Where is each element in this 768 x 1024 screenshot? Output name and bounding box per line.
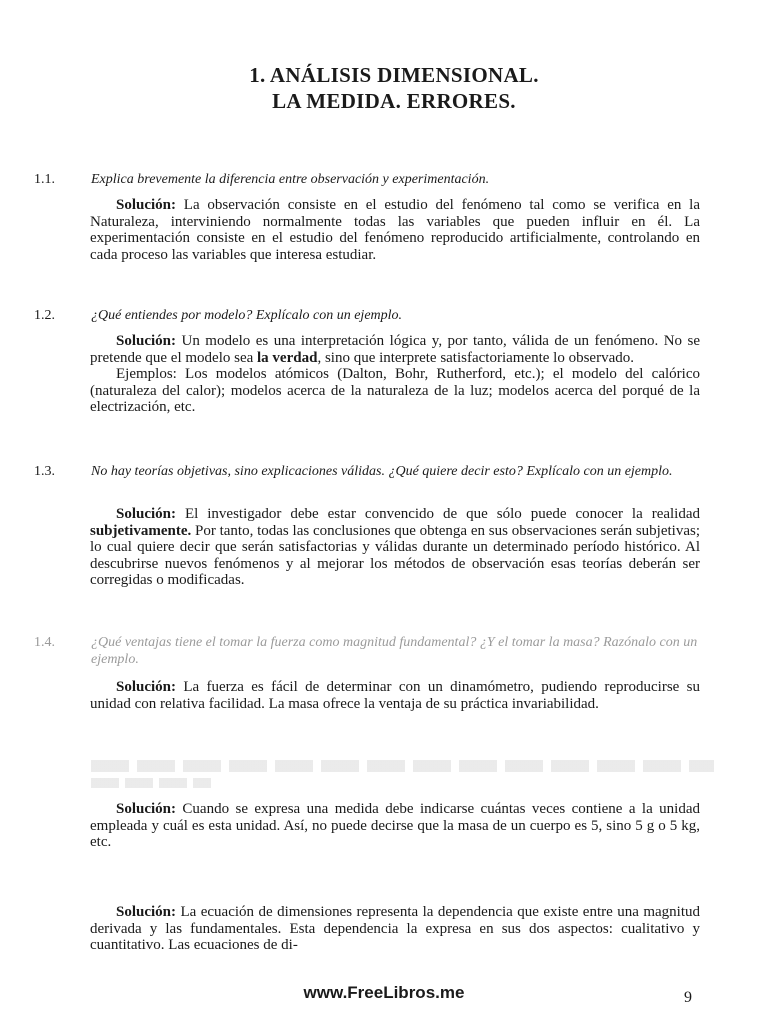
solution-label: Solución: xyxy=(116,506,177,522)
question-text: ¿Qué entiendes por modelo? Explícalo con un ejemplo. xyxy=(91,308,403,323)
page-number: 9 xyxy=(684,989,692,1006)
answer-emphasis: la verdad xyxy=(257,349,318,366)
answer-1-3 xyxy=(90,506,700,589)
answer-text: La observación consiste en el estudio del fenómeno tal como se verifica en la Naturaleza, interviniendo normalmente todas las variables que pueden influir en él. La experimentación consiste en el estudio del fenómeno reproducido artificialmente, controlando en cada proceso las variables que interesa estudiar. xyxy=(90,197,700,263)
solution-label: Solución: xyxy=(116,679,177,695)
answer-text: La fuerza es fácil de determinar con un dinamómetro, pudiendo reproducirse su unidad con relativa facilidad. La masa ofrece la ventaja de su práctica invariabilidad. xyxy=(90,679,700,712)
answer-1-1 xyxy=(90,197,700,263)
question-number: 1.3. xyxy=(34,464,55,479)
question-1-4 xyxy=(34,634,714,668)
question-text: ¿Qué ventajas tiene el tomar la fuerza como magnitud fundamental? ¿Y el tomar la masa? Razónalo con un ejemplo. xyxy=(91,635,698,667)
solution-label: Solución: xyxy=(116,197,177,213)
answer-text: El investigador debe estar convencido de que sólo puede conocer la realidad xyxy=(176,506,700,522)
question-text: Explica brevemente la diferencia entre observación y experimentación. xyxy=(91,172,490,187)
answer-emphasis: subjetivamente. xyxy=(90,522,192,539)
question-number: 1.1. xyxy=(34,172,55,187)
question-1-2 xyxy=(34,307,714,324)
answer-1-4 xyxy=(90,679,700,712)
chapter-title xyxy=(0,62,768,114)
answer-text: Por tanto, todas las conclusiones que obtenga en sus observaciones serán subjetivas; lo cual quiere decir que serán satisfactorias y válidas durante un determinado período histórico. Al descubrirse nuevos fenómenos y al mejorar los métodos de observación esas teorías deberán ser corregidas o modificadas. xyxy=(90,522,700,588)
chapter-title-line-1: 1. ANÁLISIS DIMENSIONAL. xyxy=(249,63,539,87)
answer-text: , sino que interprete satisfactoriamente lo observado. xyxy=(317,349,634,366)
question-number: 1.4. xyxy=(34,635,55,650)
answer-text: Un modelo es una interpretación lógica y, por tanto, válida de un fenómeno. No se pretende que el modelo sea xyxy=(90,333,700,366)
solution-label: Solución: xyxy=(116,333,177,349)
answer-1-5 xyxy=(90,801,700,851)
footer-website: www.FreeLibros.me xyxy=(303,983,465,1002)
answer-text: Cuando se expresa una medida debe indicarse cuántas veces contiene a la unidad empleada y cuál es esta unidad. Así, no puede decirse que la masa de un cuerpo es 5, sino 5 g o 5 kg, etc. xyxy=(90,801,700,850)
question-1-3 xyxy=(34,463,714,480)
solution-label: Solución: xyxy=(116,904,177,920)
answer-text: La ecuación de dimensiones representa la dependencia que existe entre una magnitud derivada y las fundamentales. Esta dependencia la expresa en sus dos aspectos: cualitativo y cuantitativo. Las ecuaciones de di- xyxy=(90,904,700,953)
question-1-5-illegible xyxy=(34,756,714,786)
solution-label: Solución: xyxy=(116,801,177,817)
question-1-1 xyxy=(34,171,714,188)
question-number: 1.2. xyxy=(34,308,55,323)
answer-1-6 xyxy=(90,904,700,954)
chapter-title-line-2: LA MEDIDA. ERRORES. xyxy=(272,89,516,113)
question-text: No hay teorías objetivas, sino explicaciones válidas. ¿Qué quiere decir esto? Explícalo con un ejemplo. xyxy=(91,464,673,479)
examples-text: Ejemplos: Los modelos atómicos (Dalton, Bohr, Rutherford, etc.); el modelo del calórico (naturaleza del calor); modelos acerca de la naturaleza de la luz; modelos acerca del porqué de la electrización, etc. xyxy=(90,366,700,415)
answer-1-2 xyxy=(90,333,700,416)
